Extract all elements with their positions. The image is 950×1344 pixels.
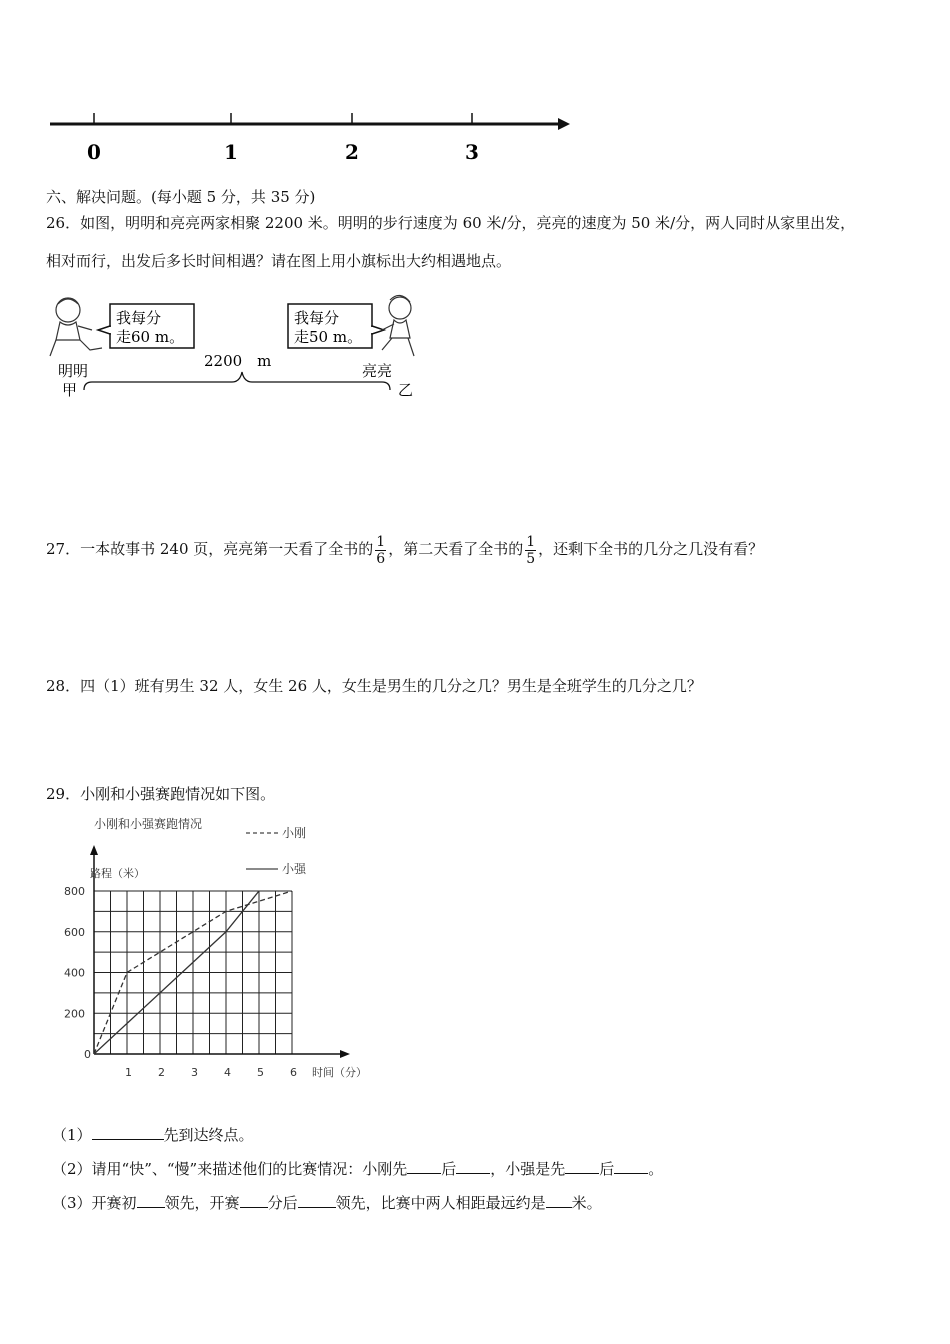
q26-line1: 26．如图，明明和亮亮两家相聚 2200 米。明明的步行速度为 60 米/分，亮亮的速度为 50 米/分，两人同时从家里出发， (46, 214, 856, 232)
answer-blank[interactable] (546, 1193, 572, 1208)
answer-blank[interactable] (298, 1193, 336, 1208)
x-tick-label: 1 (125, 1066, 132, 1079)
chart-title: 小刚和小强赛跑情况 (94, 817, 203, 831)
name-left: 明明 (58, 362, 89, 380)
q26-line2: 相对而行，出发后多长时间相遇？请在图上用小旗标出大约相遇地点。 (46, 252, 512, 270)
sub3-text: （3）开赛初 (52, 1194, 137, 1212)
y-tick-label: 0 (84, 1048, 91, 1061)
y-tick-label: 600 (64, 925, 85, 939)
sub2-text: （2）请用“快”、“慢”来描述他们的比赛情况：小刚先 (52, 1160, 408, 1178)
y-axis-label: 路程（米） (90, 867, 145, 880)
legend-xiaogang: 小刚 (282, 826, 307, 840)
answer-blank[interactable] (456, 1159, 490, 1174)
q29-text: 29．小刚和小强赛跑情况如下图。 (46, 785, 276, 803)
answer-blank[interactable] (240, 1193, 268, 1208)
bubble-right-line2: 走50 m。 (294, 328, 363, 346)
bubble-left-line2: 走60 m。 (116, 328, 185, 346)
x-tick-label: 3 (191, 1066, 198, 1079)
answer-blank[interactable] (614, 1159, 648, 1174)
answer-blank[interactable] (92, 1125, 164, 1140)
y-tick-label: 200 (64, 1007, 85, 1021)
q28-text: 28．四（1）班有男生 32 人，女生 26 人，女生是男生的几分之几？男生是全班学生的几分之几？ (46, 677, 702, 695)
speech-bubble-right (288, 304, 384, 348)
x-tick-label: 2 (158, 1066, 165, 1079)
answer-blank[interactable] (565, 1159, 599, 1174)
sub1-suffix: 先到达终点。 (163, 1126, 254, 1144)
q29-sub3 (52, 1192, 602, 1213)
end-right: 乙 (398, 381, 414, 399)
x-tick-label: 4 (224, 1066, 231, 1079)
sub2-text: 后 (599, 1160, 615, 1178)
sub3-text: 米。 (571, 1194, 602, 1212)
answer-blank[interactable] (407, 1159, 441, 1174)
end-left: 甲 (62, 381, 78, 399)
q27-part2: ，第二天看了全书的 (388, 540, 524, 558)
chart-grid (64, 845, 350, 1079)
name-right: 亮亮 (362, 362, 393, 380)
q27-part3: ，还剩下全书的几分之几没有看？ (538, 540, 764, 558)
x-axis-arrow (340, 1050, 350, 1058)
sub1-prefix: （1） (52, 1126, 92, 1144)
bubble-right-line1: 我每分 (294, 309, 340, 327)
y-tick-label: 800 (64, 885, 85, 898)
q26-figure (44, 292, 424, 404)
sub3-text: 分后 (267, 1194, 298, 1212)
boy-walking-icon (50, 298, 102, 356)
number-line-label: 0 (87, 140, 101, 164)
legend-xiaoqiang: 小强 (282, 862, 307, 876)
fraction-one-sixth: $\frac{1}{6}$ (376, 533, 386, 567)
x-tick-label: 6 (290, 1066, 297, 1079)
sub2-text: 后 (441, 1160, 457, 1178)
x-axis-label: 时间（分） (312, 1066, 367, 1079)
number-line (40, 105, 580, 175)
y-axis-arrow (90, 845, 98, 855)
section-title: 六、解决问题。(每小题 5 分，共 35 分) (46, 188, 316, 206)
speech-bubble-left (98, 304, 194, 348)
number-line-label: 1 (224, 140, 238, 164)
y-tick-label: 400 (64, 966, 85, 980)
distance-label: 2200 m (204, 352, 272, 370)
q27-part1: 27．一本故事书 240 页，亮亮第一天看了全书的 (46, 540, 374, 558)
distance-brace (84, 372, 390, 390)
boy-running-icon (382, 295, 414, 356)
answer-blank[interactable] (137, 1193, 165, 1208)
sub3-text: 领先，比赛中两人相距最远约是 (335, 1194, 546, 1212)
q29-sub1 (52, 1124, 254, 1145)
sub3-text: 领先，开赛 (164, 1194, 240, 1212)
x-tick-label: 5 (257, 1066, 264, 1079)
sub2-text: 。 (648, 1160, 664, 1178)
race-chart (50, 808, 380, 1088)
q27-text (46, 524, 763, 574)
bubble-left-line1: 我每分 (116, 309, 162, 327)
fraction-one-fifth: $\frac{1}{5}$ (526, 533, 536, 567)
q29-sub2 (52, 1158, 663, 1179)
sub2-text: ，小强是先 (490, 1160, 566, 1178)
number-line-label: 2 (345, 140, 359, 164)
number-line-label: 3 (465, 140, 479, 164)
